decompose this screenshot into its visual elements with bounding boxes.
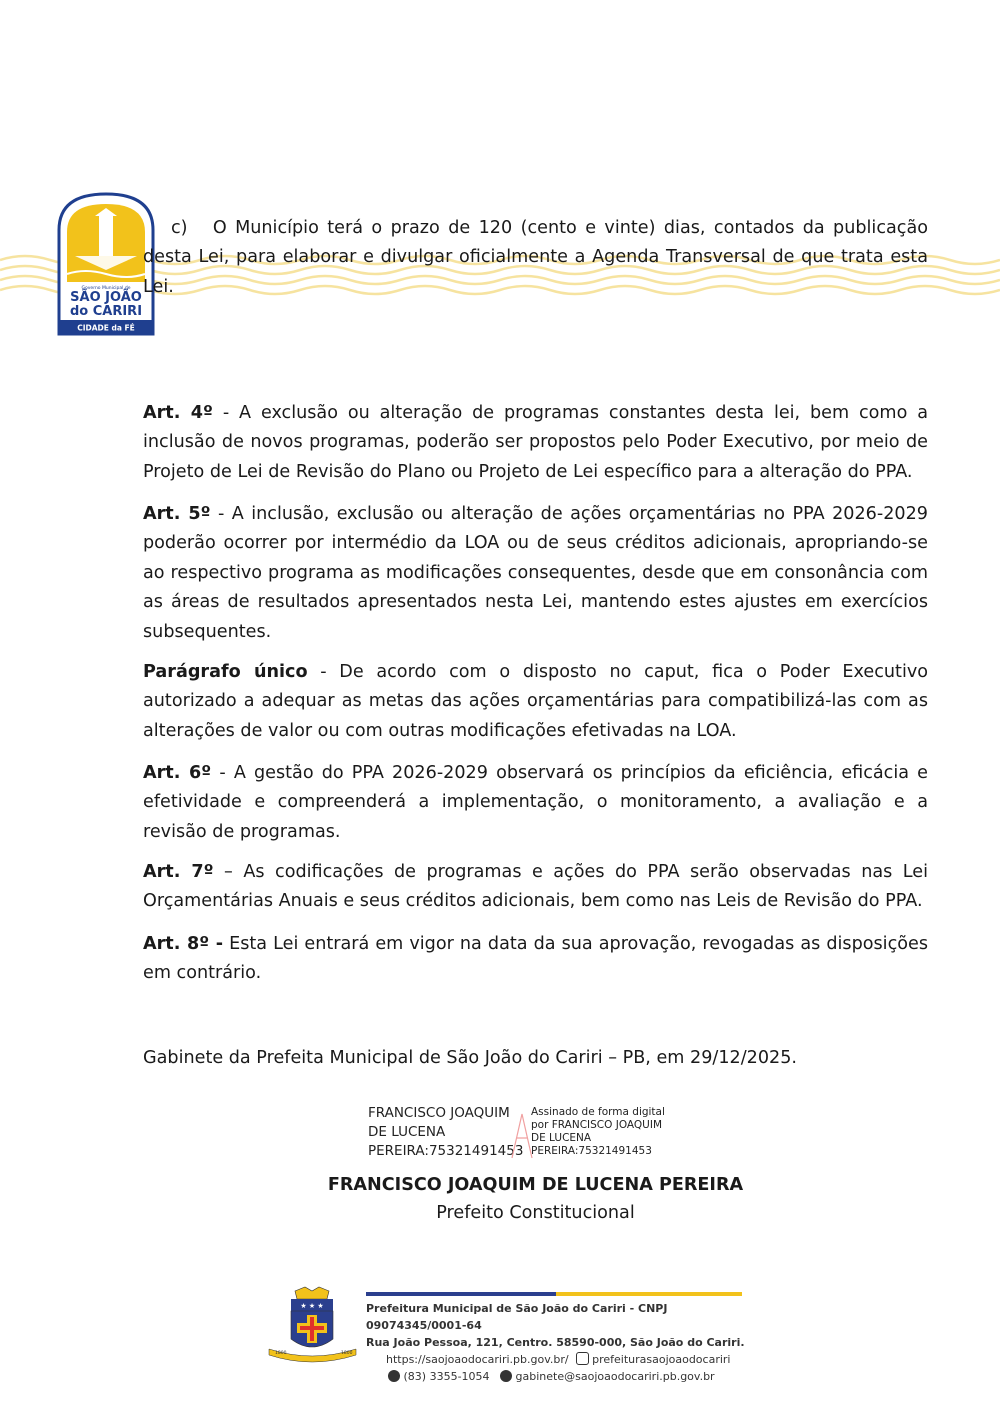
instagram-icon [576, 1352, 589, 1365]
logo-city-line2: do CARIRI [69, 304, 143, 319]
signature-info-line: por FRANCISCO JOAQUIM [531, 1119, 662, 1131]
signer-role: Prefeito Constitucional [436, 1203, 635, 1223]
article-text: - A exclusão ou alteração de programas constantes desta lei, bem como a inclusão de novos programas, poderão ser propostos pelo Poder Executivo, por meio de Projeto de Lei de Revisão do Plano ou Projeto de Lei específico para a alteração do PPA. [143, 403, 928, 482]
item-c-marker: c) [171, 218, 188, 238]
article-label: Art. 8º - [143, 934, 224, 954]
footer-instagram[interactable]: prefeiturasaojoaodocariri [592, 1353, 731, 1366]
footer-color-bar [366, 1292, 742, 1296]
crest-year-right: 1800 [341, 1351, 353, 1356]
footer-line2: Rua João Pessoa, 121, Centro. 58590-000, São João do Cariri. [366, 1336, 745, 1349]
article-5 [143, 500, 928, 647]
signature-info-block [531, 1106, 665, 1158]
logo-tagline: CIDADE da FÉ [77, 323, 135, 333]
article-label: Art. 7º [143, 862, 214, 882]
footer-web-row [386, 1351, 746, 1368]
footer-line1: Prefeitura Municipal de São João do Cariri - CNPJ 09074345/0001-64 [366, 1302, 668, 1332]
footer-contact [366, 1300, 746, 1385]
crest-year-left: 1800 [275, 1351, 287, 1356]
signature-name-line: DE LUCENA [368, 1124, 446, 1140]
article-text: – As codificações de programas e ações do PPA serão observadas nas Lei Orçamentárias Anuais e seus créditos adicionais, bem como nas Leis de Revisão do PPA. [143, 862, 928, 912]
signature-info-line: DE LUCENA [531, 1132, 592, 1144]
signer-name: FRANCISCO JOAQUIM DE LUCENA PEREIRA [327, 1175, 744, 1195]
svg-text:★ ★ ★: ★ ★ ★ [300, 1302, 324, 1310]
article-text: - A inclusão, exclusão ou alteração de ações orçamentárias no PPA 2026-2029 poderão ocorrer por intermédio da LOA ou de seus créditos adicionais, apropriando-se ao respectivo programa as modificações consequentes, desde que em consonância com as áreas de resultados apresentados nesta Lei, mantendo estes ajustes em exercícios subsequentes. [143, 504, 928, 642]
item-c-paragraph [143, 214, 928, 302]
article-label: Art. 4º [143, 403, 213, 423]
email-icon [500, 1370, 512, 1382]
article-label: Parágrafo único [143, 662, 308, 682]
article-label: Art. 6º [143, 763, 212, 783]
municipal-crest-icon [265, 1285, 360, 1365]
footer-website[interactable]: https://saojoaodocariri.pb.gov.br/ [386, 1353, 569, 1366]
digital-signature [368, 1104, 688, 1168]
logo-top-small: Governo Municipal de [81, 286, 131, 291]
municipal-logo [55, 190, 157, 338]
footer-email[interactable]: gabinete@saojoaodocariri.pb.gov.br [515, 1370, 715, 1383]
closing-line: Gabinete da Prefeita Municipal de São João do Cariri – PB, em 29/12/2025. [143, 1048, 798, 1068]
signature-info-line: PEREIRA:75321491453 [531, 1145, 652, 1157]
signature-info-line: Assinado de forma digital [531, 1106, 665, 1118]
signature-name-line: PEREIRA:75321491453 [368, 1143, 524, 1159]
paragrafo-unico [143, 658, 928, 746]
item-c-text: O Município terá o prazo de 120 (cento e vinte) dias, contados da publicação desta Lei, para elaborar e divulgar oficialmente a Agenda Transversal de que trata esta Lei. [143, 218, 928, 297]
footer-contact-row [388, 1368, 746, 1385]
article-4 [143, 399, 928, 487]
footer-phone[interactable]: (83) 3355-1054 [403, 1370, 490, 1383]
article-6 [143, 759, 928, 847]
signature-name-block [368, 1104, 523, 1161]
logo-city-line1: SÃO JOÃO [70, 290, 142, 305]
article-text: - De acordo com o disposto no caput, fica o Poder Executivo autorizado a adequar as metas das ações orçamentárias para compatibilizá-las com as alterações de valor ou com outras modificações efetivadas na LOA. [143, 662, 929, 741]
phone-icon [388, 1370, 400, 1382]
article-8 [143, 930, 928, 989]
article-text: Esta Lei entrará em vigor na data da sua aprovação, revogadas as disposições em contrário. [143, 934, 928, 984]
signature-name-line: FRANCISCO JOAQUIM [368, 1105, 510, 1121]
article-7 [143, 858, 928, 917]
article-text: - A gestão do PPA 2026-2029 observará os princípios da eficiência, eficácia e efetividade e compreenderá a implementação, o monitoramento, a avaliação e a revisão de programas. [143, 763, 928, 842]
article-label: Art. 5º [143, 504, 211, 524]
